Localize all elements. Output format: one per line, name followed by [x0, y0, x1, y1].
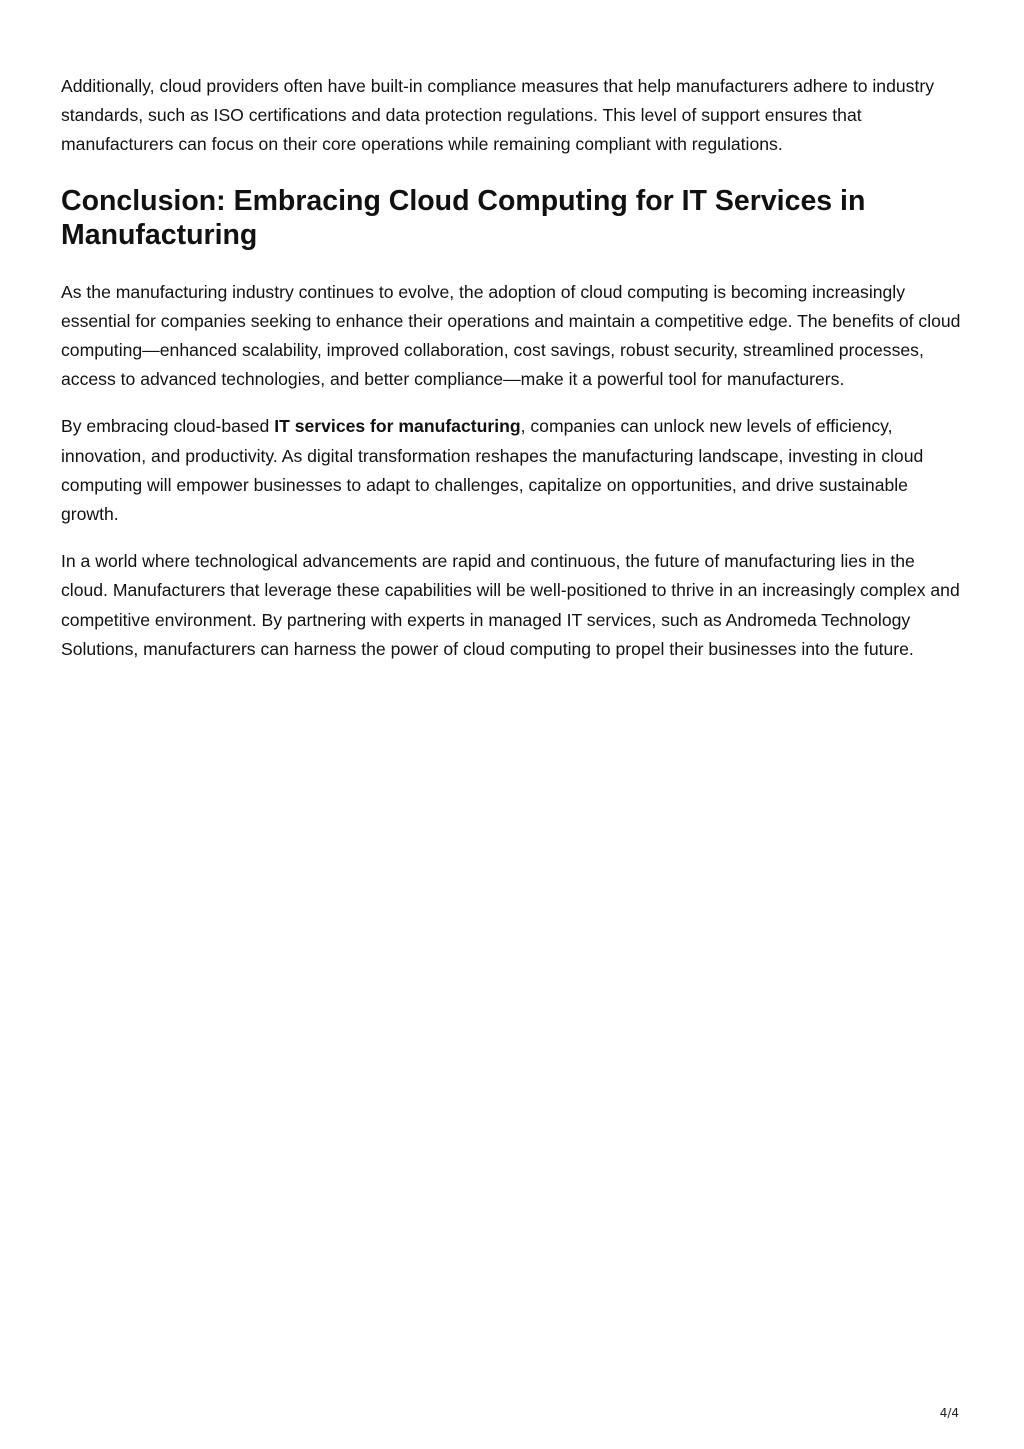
it-services-emphasis: IT services for manufacturing [274, 416, 521, 437]
paragraph-2-text-before: By embracing cloud-based [61, 416, 275, 437]
conclusion-heading: Conclusion: Embracing Cloud Computing for IT Services in Manufacturing [61, 184, 866, 251]
intro-paragraph: Additionally, cloud providers often have built-in compliance measures that help manufacturers adhere to industry standards, such as ISO certifications and data protection regulations. This level of support ensures that manufacturers can focus on their core operations while remaining compliant with regulations. [61, 76, 934, 155]
conclusion-paragraph-1: As the manufacturing industry continues to evolve, the adoption of cloud computing is becoming increasingly essential for companies seeking to enhance their operations and maintain a competitive edge. The benefits of cloud computing—enhanced scalability, improved collaboration, cost savings, robust security, streamlined processes, access to advanced technologies, and better compliance—make it a powerful tool for manufacturers. [61, 281, 961, 390]
conclusion-paragraph-2 [61, 412, 963, 529]
article-body [61, 72, 963, 682]
paragraph-2-text-after: , companies can unlock new levels of efficiency, innovation, and productivity. As digital transformation reshapes the manufacturing landscape, investing in cloud computing will empower businesses to adapt to challenges, capitalize on opportunities, and drive sustainable growth. [61, 416, 924, 525]
page-number: 4/4 [939, 1406, 959, 1420]
conclusion-paragraph-3: In a world where technological advancements are rapid and continuous, the future of manufacturing lies in the cloud. Manufacturers that leverage these capabilities will be well-positioned to thrive in an increasingly complex and competitive environment. By partnering with experts in managed IT services, such as Andromeda Technology Solutions, manufacturers can harness the power of cloud computing to propel their businesses into the future. [61, 551, 960, 659]
